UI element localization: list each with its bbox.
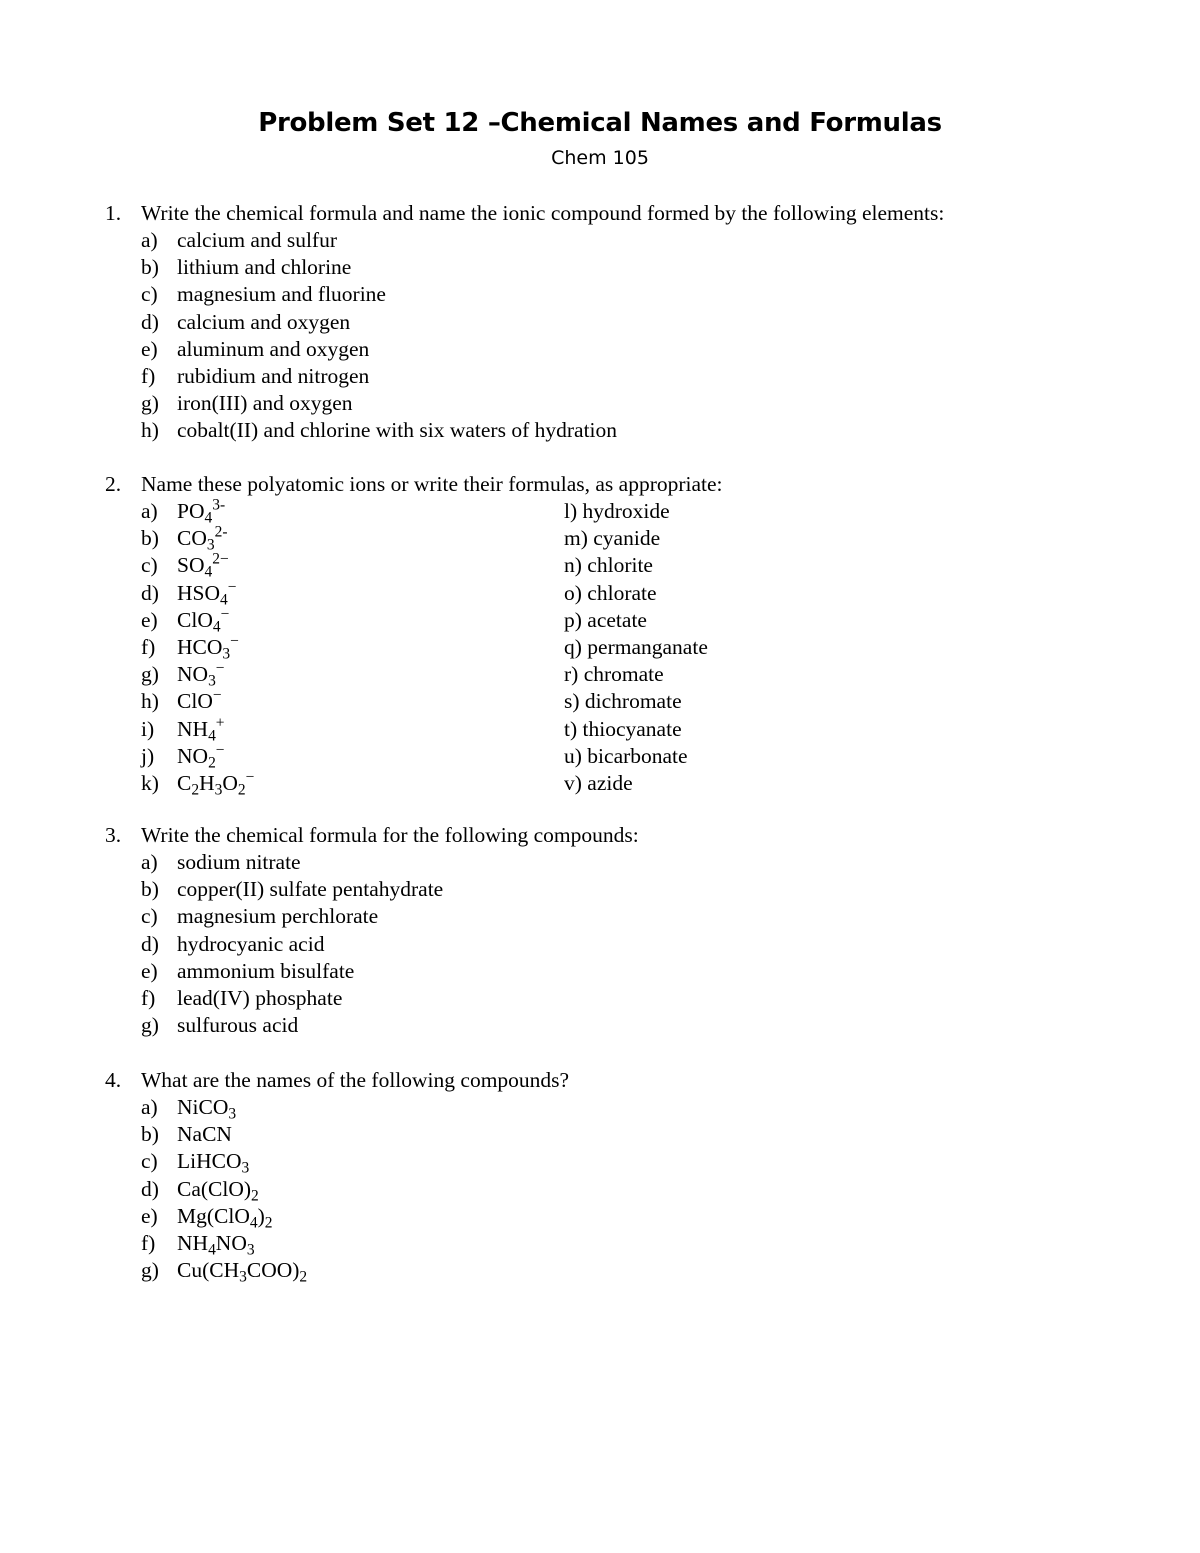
- formula-part: 4: [204, 509, 213, 527]
- question-1: [105, 200, 1155, 445]
- formula-part: 3: [241, 1159, 250, 1177]
- formula-part: Mg(ClO: [177, 1203, 250, 1228]
- item-text: hydrocyanic acid: [177, 931, 325, 956]
- formula-part: 4: [249, 1214, 258, 1232]
- list-item: [105, 849, 1155, 876]
- formula-part: COO): [246, 1258, 300, 1283]
- item-text: sodium nitrate: [177, 850, 301, 874]
- item-text: acetate: [587, 607, 647, 632]
- item-formula: [177, 1230, 255, 1257]
- item-text: iron(III) and oxygen: [177, 391, 353, 416]
- page-title: Problem Set 12 –Chemical Names and Formulas: [258, 108, 942, 138]
- formula-part: PO: [177, 499, 205, 523]
- list-item: [105, 580, 1155, 607]
- formula-part: H: [199, 770, 215, 795]
- item-label: a): [141, 228, 158, 252]
- question-header: [105, 1067, 1155, 1094]
- formula-part: 4: [212, 618, 221, 636]
- item-formula: [177, 1121, 232, 1148]
- item-label: o): [564, 580, 582, 605]
- formula-part: NH: [177, 1230, 209, 1255]
- item-label: g): [141, 391, 159, 416]
- formula-part: −: [215, 659, 225, 677]
- question-number: 1.: [105, 201, 122, 225]
- right-column-item: [564, 607, 647, 634]
- formula-part: 2: [264, 1214, 273, 1232]
- list-item: [105, 1257, 1155, 1284]
- question-4: [105, 1067, 1155, 1284]
- formula-part: 3: [206, 536, 215, 554]
- item-label: f): [141, 634, 156, 659]
- item-list: [105, 1094, 1155, 1284]
- item-label: b): [141, 526, 159, 551]
- list-item: [105, 688, 1155, 715]
- formula-part: CO: [177, 526, 207, 551]
- item-label: t): [564, 716, 578, 741]
- formula-part: −: [212, 686, 222, 704]
- list-item: [105, 634, 1155, 661]
- item-formula: [177, 1148, 249, 1175]
- item-label: g): [141, 662, 159, 687]
- item-label: b): [141, 877, 159, 902]
- list-item: [105, 743, 1155, 770]
- list-item: [105, 1094, 1155, 1121]
- formula-part: 2: [208, 754, 216, 772]
- item-text: magnesium perchlorate: [177, 904, 379, 929]
- formula-part: 2: [237, 781, 246, 799]
- item-text: bicarbonate: [587, 743, 688, 768]
- item-label: f): [141, 985, 156, 1010]
- item-text: chromate: [583, 662, 664, 687]
- formula-part: 2: [251, 1186, 259, 1204]
- list-item: [105, 985, 1155, 1012]
- item-label: u): [564, 743, 582, 768]
- formula-part: 3: [208, 672, 216, 690]
- formula-part: NO: [215, 1230, 247, 1255]
- formula-part: LiHCO: [177, 1149, 242, 1174]
- right-column-item: [564, 552, 653, 579]
- item-label: p): [564, 607, 582, 632]
- right-column-item: [564, 716, 682, 743]
- item-text: copper(II) sulfate pentahydrate: [177, 877, 444, 902]
- item-label: b): [141, 255, 159, 280]
- item-formula: [177, 552, 229, 579]
- item-label: s): [564, 689, 580, 714]
- item-formula: [177, 498, 225, 525]
- item-text: cyanide: [593, 526, 661, 551]
- item-text: calcium and sulfur: [177, 228, 338, 252]
- formula-part: NaCN: [177, 1122, 232, 1147]
- item-label: e): [141, 1203, 158, 1228]
- right-column-item: [564, 770, 633, 797]
- question-number: 3.: [105, 823, 122, 847]
- formula-part: 2: [299, 1268, 308, 1286]
- item-formula: [177, 525, 228, 552]
- item-formula: [177, 1094, 236, 1121]
- list-item: [105, 716, 1155, 743]
- list-item: [105, 1121, 1155, 1148]
- item-label: d): [141, 931, 159, 956]
- question-prompt: What are the names of the following compounds?: [141, 1068, 570, 1092]
- item-formula: [177, 1257, 307, 1284]
- item-formula: [177, 580, 236, 607]
- item-label: c): [141, 904, 158, 929]
- item-text: aluminum and oxygen: [177, 336, 370, 361]
- item-text: lead(IV) phosphate: [177, 985, 343, 1010]
- formula-part: −: [215, 741, 225, 759]
- item-label: n): [564, 553, 582, 578]
- item-label: j): [141, 743, 155, 768]
- item-label: g): [141, 1013, 159, 1038]
- formula-part: 3: [222, 645, 231, 663]
- item-label: e): [141, 958, 158, 983]
- formula-part: SO: [177, 553, 205, 578]
- list-item: [105, 417, 1155, 444]
- question-2: [105, 471, 1155, 797]
- item-label: b): [141, 1122, 159, 1147]
- item-formula: [177, 770, 254, 797]
- formula-part: 3: [228, 1105, 237, 1123]
- list-item: [105, 876, 1155, 903]
- item-text: chlorate: [587, 580, 657, 605]
- item-label: c): [141, 282, 158, 307]
- item-label: d): [141, 580, 159, 605]
- formula-part: ClO: [177, 607, 213, 632]
- formula-part: 4: [204, 563, 213, 581]
- item-list: [105, 227, 1155, 445]
- formula-part: C: [177, 770, 192, 795]
- item-text: permanganate: [587, 634, 708, 659]
- item-text: cobalt(II) and chlorine with six waters of hydration: [177, 418, 618, 443]
- right-column-item: [564, 525, 660, 552]
- formula-part: 4: [208, 1241, 216, 1259]
- item-label: e): [141, 336, 158, 361]
- formula-part: 3: [214, 781, 223, 799]
- item-label: v): [564, 770, 582, 795]
- item-label: a): [141, 850, 158, 874]
- formula-part: 2: [191, 781, 200, 799]
- item-text: ammonium bisulfate: [177, 958, 355, 983]
- item-formula: [177, 688, 222, 715]
- question-3: [105, 822, 1155, 1039]
- right-column-item: [564, 743, 688, 770]
- list-item: [105, 1230, 1155, 1257]
- item-text: hydroxide: [582, 499, 670, 523]
- formula-part: NH: [177, 716, 209, 741]
- formula-part: NO: [177, 743, 209, 768]
- list-item: [105, 227, 1155, 254]
- right-column-item: [564, 498, 670, 525]
- list-item: [105, 390, 1155, 417]
- right-column-item: [564, 580, 657, 607]
- formula-part: O: [222, 770, 238, 795]
- item-formula: [177, 743, 225, 770]
- list-item: [105, 552, 1155, 579]
- formula-part: HCO: [177, 634, 223, 659]
- list-item: [105, 770, 1155, 797]
- list-item: [105, 525, 1155, 552]
- question-header: [105, 471, 1155, 498]
- item-label: e): [141, 607, 158, 632]
- item-label: a): [141, 499, 158, 523]
- formula-part: HSO: [177, 580, 221, 605]
- question-prompt: Write the chemical formula and name the ionic compound formed by the following elements:: [141, 201, 945, 225]
- item-formula: [177, 716, 225, 743]
- item-label: l): [564, 499, 578, 523]
- item-formula: [177, 661, 225, 688]
- item-formula: [177, 634, 239, 661]
- item-text: sulfurous acid: [177, 1013, 299, 1038]
- item-text: chlorite: [587, 553, 653, 578]
- formula-part: 2−: [212, 550, 229, 568]
- formula-part: +: [215, 714, 225, 731]
- question-header: [105, 200, 1155, 227]
- right-column-item: [564, 634, 708, 661]
- formula-part: −: [230, 632, 239, 650]
- item-label: d): [141, 309, 159, 334]
- item-text: calcium and oxygen: [177, 309, 351, 334]
- item-label: r): [564, 662, 579, 687]
- formula-part: −: [220, 605, 230, 623]
- formula-part: 4: [220, 590, 228, 608]
- formula-part: NiCO: [177, 1095, 229, 1119]
- item-label: f): [141, 363, 156, 388]
- item-label: m): [564, 526, 588, 551]
- list-item: [105, 363, 1155, 390]
- item-formula: [177, 1203, 273, 1230]
- list-item: [105, 661, 1155, 688]
- list-item: [105, 903, 1155, 930]
- item-formula: [177, 1176, 259, 1203]
- formula-part: −: [245, 768, 255, 786]
- formula-part: ClO: [177, 689, 213, 714]
- item-label: h): [141, 418, 159, 443]
- item-list: [105, 849, 1155, 1039]
- list-item: [105, 309, 1155, 336]
- item-text: rubidium and nitrogen: [177, 363, 370, 388]
- item-label: i): [141, 716, 155, 741]
- item-formula: [177, 607, 229, 634]
- question-header: [105, 822, 1155, 849]
- list-item: [105, 498, 1155, 525]
- question-prompt: Write the chemical formula for the following compounds:: [141, 823, 639, 847]
- item-text: azide: [587, 770, 633, 795]
- formula-part: ): [257, 1203, 265, 1228]
- question-number: 4.: [105, 1068, 122, 1092]
- course-subtitle: Chem 105: [551, 147, 649, 169]
- item-label: g): [141, 1258, 159, 1283]
- formula-part: 3-: [212, 496, 226, 514]
- list-item: [105, 281, 1155, 308]
- list-item: [105, 958, 1155, 985]
- item-text: thiocyanate: [582, 716, 682, 741]
- item-text: magnesium and fluorine: [177, 282, 386, 307]
- list-item: [105, 1012, 1155, 1039]
- formula-part: −: [227, 578, 237, 596]
- formula-part: Cu(CH: [177, 1258, 240, 1283]
- list-item: [105, 1148, 1155, 1175]
- item-list: [105, 498, 1155, 797]
- formula-part: 3: [246, 1241, 255, 1259]
- list-item: [105, 1203, 1155, 1230]
- item-text: dichromate: [584, 689, 682, 714]
- item-text: lithium and chlorine: [177, 255, 352, 280]
- item-label: c): [141, 1149, 158, 1174]
- question-number: 2.: [105, 472, 122, 496]
- formula-part: Ca(ClO): [177, 1176, 252, 1201]
- item-label: f): [141, 1230, 156, 1255]
- item-label: d): [141, 1176, 159, 1201]
- item-label: k): [141, 770, 159, 795]
- item-label: q): [564, 634, 582, 659]
- formula-part: NO: [177, 662, 209, 687]
- formula-part: 4: [208, 726, 216, 744]
- item-label: a): [141, 1095, 158, 1119]
- formula-part: 3: [239, 1268, 247, 1286]
- list-item: [105, 607, 1155, 634]
- list-item: [105, 254, 1155, 281]
- item-label: c): [141, 553, 158, 578]
- right-column-item: [564, 688, 682, 715]
- list-item: [105, 1176, 1155, 1203]
- formula-part: 2-: [214, 523, 228, 541]
- right-column-item: [564, 661, 664, 688]
- list-item: [105, 931, 1155, 958]
- question-prompt: Name these polyatomic ions or write their formulas, as appropriate:: [141, 472, 723, 496]
- list-item: [105, 336, 1155, 363]
- item-label: h): [141, 689, 159, 714]
